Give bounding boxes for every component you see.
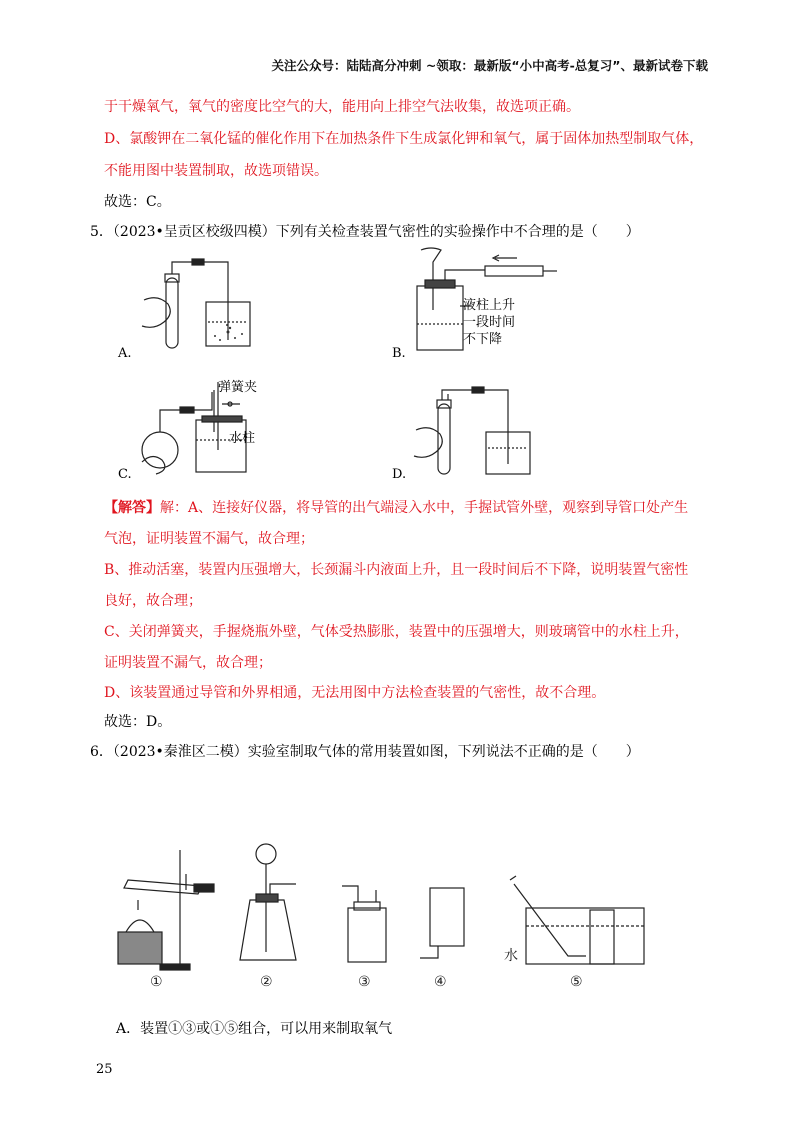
q6-water-label: 水 (504, 948, 518, 964)
q5-label-a: A. (118, 346, 132, 361)
prev-answer-line-1: 于干燥氧气，氧气的密度比空气的大，能用向上排空气法收集，故选项正确。 (104, 99, 580, 115)
q6-app-label-2: ② (260, 974, 273, 990)
q5-b-note-3: 不下降 (463, 332, 503, 347)
q6-app-label-1: ① (150, 974, 163, 990)
q5-answer-line-6: 证明装置不漏气，故合理； (104, 655, 272, 671)
q5-answer-choice: 故选：D。 (104, 714, 172, 730)
q6-stem: 6．（2023•秦淮区二模）实验室制取气体的常用装置如图，下列说法不正确的是（ ） (90, 744, 640, 760)
q5-c-water-note: 水柱 (229, 431, 256, 446)
q5-answer-line-1 (104, 497, 688, 517)
q5-figure-a (130, 248, 260, 353)
page-number: 25 (96, 1062, 113, 1077)
q5-b-note-2: 一段时间 (463, 315, 516, 330)
q5-label-d: D. (392, 467, 407, 482)
q5-answer-line-3: B、推动活塞，装置内压强增大，长颈漏斗内液面上升，且一段时间后不下降，说明装置气密性 (104, 562, 689, 578)
q5-answer-line-4: 良好，故合理； (104, 593, 202, 609)
prev-answer-line-3: 不能用图中装置制取，故选项错误。 (104, 163, 328, 179)
q5-label-b: B. (392, 346, 406, 361)
q5-figure-c (130, 380, 280, 475)
q6-app-label-4: ④ (434, 974, 447, 990)
prev-answer-choice: 故选：C。 (104, 194, 171, 210)
q5-c-spring-note: 弹簧夹 (218, 380, 258, 395)
q5-answer-line-2: 气泡，证明装置不漏气，故合理； (104, 531, 314, 547)
q5-figure-d (410, 384, 540, 479)
q6-app-label-3: ③ (358, 974, 371, 990)
q5-label-c: C. (118, 467, 132, 482)
q6-option-a: A．装置①③或①⑤组合，可以用来制取氧气 (116, 1021, 393, 1037)
q5-stem: 5．（2023•呈贡区校级四模）下列有关检查装置气密性的实验操作中不合理的是（ ） (90, 224, 640, 240)
q6-figure (100, 840, 660, 990)
answer-tag: 【解答】 (104, 500, 160, 516)
q6-figure-labels (150, 947, 583, 990)
q5-answer-text-1: 解：A、连接好仪器，将导管的出气端浸入水中，手握试管外壁，观察到导管口处产生 (160, 500, 689, 516)
page-header: 关注公众号：陆陆高分冲刺 ~领取：最新版“小中高考-总复习”、最新试卷下载 (271, 58, 708, 73)
q5-b-note-1: 液柱上升 (463, 298, 516, 313)
prev-answer-line-2: D、氯酸钾在二氧化锰的催化作用下在加热条件下生成氯化钾和氧气，属于固体加热型制取气体， (104, 131, 704, 147)
q5-answer-line-5: C、关闭弹簧夹，手握烧瓶外壁，气体受热膨胀，装置中的压强增大，则玻璃管中的水柱上升， (104, 624, 689, 640)
q5-answer-line-7: D、该装置通过导管和外界相通，无法用图中方法检查装置的气密性，故不合理。 (104, 685, 606, 701)
q6-app-label-5: ⑤ (570, 974, 583, 990)
q5-b-notes (463, 297, 515, 348)
